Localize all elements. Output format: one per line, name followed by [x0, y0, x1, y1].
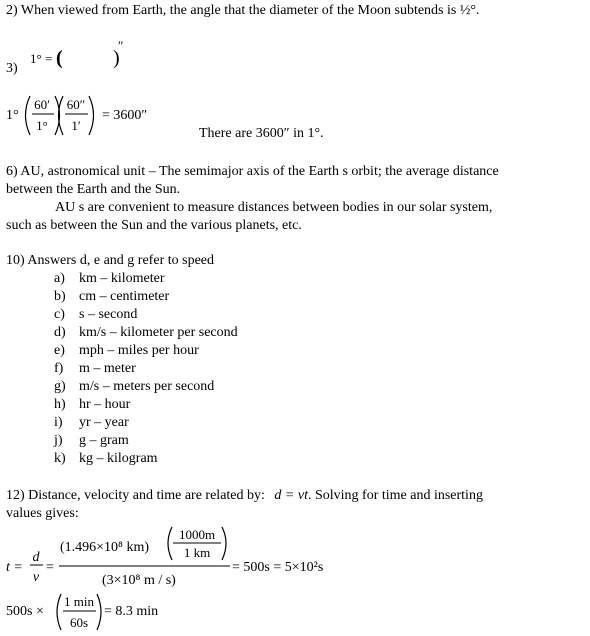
item-text: m/s – meters per second	[79, 379, 215, 394]
q3-label: 3)	[6, 61, 18, 76]
eq-inner-right-paren	[222, 527, 226, 560]
list-item	[54, 271, 165, 287]
item-text: hr – hour	[79, 397, 131, 412]
f2-denominator: 1′	[71, 118, 81, 133]
conversion-result: = 3600″	[102, 108, 148, 123]
eq-inner-den: 1 km	[183, 545, 211, 560]
q12-intro-cont: . Solving for time and inserting	[307, 488, 483, 503]
q12-equation-2	[6, 592, 206, 636]
list-item	[54, 451, 158, 467]
list-item	[54, 361, 136, 377]
q6-line1: 6) AU, astronomical unit – The semimajor axis of the Earth s orbit; the average distance	[6, 164, 499, 179]
f2-right-paren	[89, 96, 94, 135]
eq-lhs: t =	[6, 560, 23, 575]
item-letter: i)	[54, 415, 63, 430]
f1-left-paren	[26, 96, 31, 135]
eq2-num: 1 min	[64, 594, 94, 609]
q12-intro: 12) Distance, velocity and time are related by:	[6, 488, 265, 503]
item-letter: d)	[54, 325, 66, 340]
q12-line1	[6, 488, 483, 504]
q6-line3: AU s are convenient to measure distances between bodies in our solar system,	[55, 200, 493, 215]
list-item	[54, 433, 129, 449]
q3-superscript: ″	[118, 38, 124, 53]
q2-text: 2) When viewed from Earth, the angle that the diameter of the Moon subtends is ½°.	[6, 3, 480, 18]
eq2-lead: 500s ×	[6, 604, 44, 619]
q12-line2: values gives:	[6, 506, 79, 521]
item-letter: g)	[54, 379, 66, 394]
eq2-right-paren	[97, 594, 101, 630]
list-item	[54, 289, 169, 305]
eq-inner-left-paren	[168, 527, 172, 560]
f1-numerator: 60′	[34, 97, 50, 112]
list-item	[54, 307, 137, 323]
item-text: mph – miles per hour	[79, 343, 199, 358]
item-letter: a)	[54, 271, 65, 286]
item-text: km – kilometer	[79, 271, 165, 286]
item-text: m – meter	[79, 361, 136, 376]
q6-line2: between the Earth and the Sun.	[6, 182, 181, 197]
q6-line4: such as between the Sun and the various planets, etc.	[6, 218, 302, 233]
item-text: cm – centimeter	[79, 289, 170, 304]
eq-inner-num: 1000m	[178, 527, 216, 542]
eq2-den: 60s	[69, 615, 89, 630]
eq-num-a: (1.496×10⁸ km)	[60, 540, 149, 555]
f1-denominator: 1°	[36, 118, 48, 133]
eq-equals: =	[46, 560, 54, 575]
eq2-left-paren	[57, 594, 61, 630]
q12-equation	[6, 526, 366, 596]
item-letter: j)	[54, 433, 63, 448]
list-item	[54, 397, 130, 413]
conversion-lead: 1°	[6, 108, 19, 123]
item-letter: b)	[54, 289, 66, 304]
q3-open-paren: (	[56, 47, 63, 69]
q3-close-paren: )	[113, 47, 120, 69]
list-item	[54, 379, 214, 395]
item-text: g – gram	[79, 433, 129, 448]
q3-expr-prefix: 1° =	[30, 51, 53, 66]
q3-note: There are 3600″ in 1°.	[199, 126, 324, 141]
item-letter: c)	[54, 307, 65, 322]
list-item	[54, 343, 199, 359]
item-letter: h)	[54, 397, 66, 412]
eq-denominator: (3×10⁸ m / s)	[102, 573, 176, 588]
item-text: s – second	[79, 307, 138, 322]
q12-formula: d = vt	[274, 488, 308, 503]
f2-numerator: 60″	[66, 97, 86, 112]
eq2-result: = 8.3 min	[104, 604, 159, 619]
item-letter: k)	[54, 451, 66, 466]
item-text: kg – kilogram	[79, 451, 158, 466]
q10-intro: 10) Answers d, e and g refer to speed	[6, 253, 214, 268]
eq-v: v	[32, 570, 40, 585]
item-text: km/s – kilometer per second	[79, 325, 238, 340]
eq-result: = 500s = 5×10²s	[232, 560, 324, 575]
list-item	[54, 415, 129, 431]
item-letter: f)	[54, 361, 64, 376]
item-text: yr – year	[79, 415, 129, 430]
eq-d: d	[32, 550, 40, 565]
list-item	[54, 325, 238, 341]
item-letter: e)	[54, 343, 65, 358]
